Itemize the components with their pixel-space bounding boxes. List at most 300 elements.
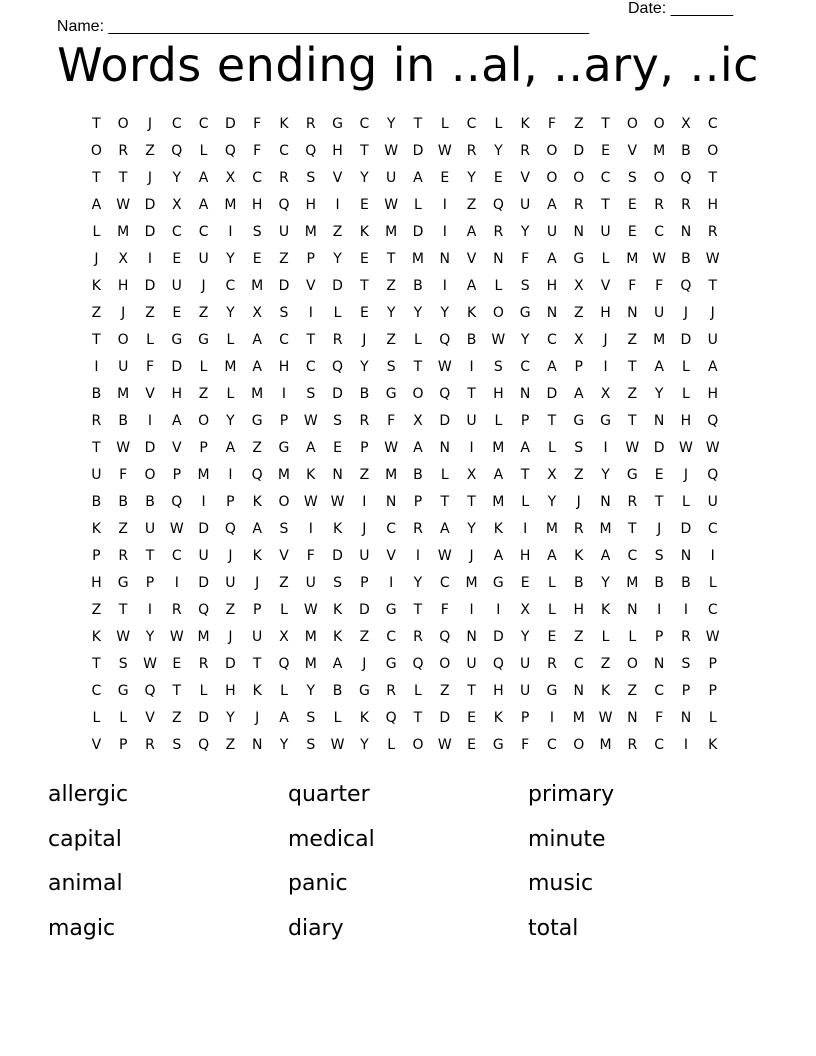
grid-letter: P <box>360 575 369 591</box>
grid-letter: U <box>707 494 718 510</box>
grid-letter: Q <box>439 332 451 348</box>
grid-letter: N <box>439 251 450 267</box>
grid-letter: F <box>521 737 530 753</box>
grid-letter: R <box>654 197 664 213</box>
grid-letter: L <box>440 116 449 132</box>
grid-letter: L <box>119 710 128 726</box>
grid-letter: I <box>710 548 715 564</box>
grid-letter: I <box>147 602 153 618</box>
grid-letter: K <box>91 521 101 537</box>
grid-letter: H <box>332 143 343 159</box>
grid-letter: D <box>332 548 343 564</box>
grid-letter: O <box>412 386 424 402</box>
grid-letter: K <box>91 278 101 294</box>
grid-letter: I <box>308 521 313 537</box>
grid-letter: L <box>521 494 530 510</box>
grid-letter: U <box>91 467 102 483</box>
grid-letter: C <box>547 332 557 348</box>
grid-letter: D <box>653 440 665 456</box>
word-list-item: primary <box>528 782 615 807</box>
grid-letter: J <box>147 170 153 186</box>
grid-letter: E <box>627 197 637 213</box>
grid-letter: Y <box>467 170 476 186</box>
grid-letter: D <box>412 143 424 159</box>
grid-letter: Q <box>198 737 210 753</box>
grid-letter: C <box>279 332 289 348</box>
grid-letter: P <box>118 737 128 753</box>
grid-letter: X <box>225 170 236 186</box>
grid-letter: S <box>306 737 316 753</box>
grid-letter: O <box>90 143 102 159</box>
grid-letter: F <box>253 116 262 132</box>
grid-letter: L <box>333 710 342 726</box>
grid-letter: L <box>440 467 449 483</box>
grid-letter: R <box>359 413 370 429</box>
grid-letter: S <box>333 575 343 591</box>
grid-letter: L <box>387 737 396 753</box>
grid-letter: F <box>440 602 449 618</box>
grid-letter: T <box>413 359 423 375</box>
grid-letter: B <box>359 386 370 402</box>
grid-letter: Q <box>224 143 236 159</box>
name-date-header <box>48 0 748 35</box>
grid-letter: S <box>306 386 316 402</box>
grid-letter: J <box>201 278 206 294</box>
grid-letter: L <box>548 440 556 456</box>
grid-letter: N <box>519 386 531 402</box>
word-list-item: total <box>528 915 579 941</box>
grid-letter: Q <box>492 656 504 672</box>
grid-letter: L <box>226 386 235 402</box>
grid-letter: G <box>385 602 397 618</box>
grid-letter: I <box>469 440 474 456</box>
grid-letter: Q <box>492 197 504 213</box>
grid-letter: W <box>303 494 318 510</box>
grid-letter: W <box>437 143 452 159</box>
grid-letter: M <box>545 521 558 537</box>
grid-letter: S <box>306 170 316 186</box>
grid-letter: R <box>171 602 182 618</box>
grid-letter: R <box>413 521 423 537</box>
grid-letter: A <box>172 413 182 429</box>
grid-letter: I <box>147 413 153 429</box>
grid-letter: A <box>547 548 557 564</box>
grid-letter: T <box>252 656 262 672</box>
grid-letter: D <box>546 386 558 402</box>
grid-letter: D <box>332 278 343 294</box>
grid-letter: U <box>520 683 531 699</box>
grid-letter: T <box>92 440 101 456</box>
grid-letter: H <box>251 197 263 213</box>
grid-letter: N <box>573 224 584 240</box>
grid-letter: E <box>627 224 637 240</box>
grid-letter: C <box>359 116 370 132</box>
grid-letter: Q <box>278 197 290 213</box>
grid-letter: L <box>226 332 235 348</box>
grid-letter: J <box>228 548 233 564</box>
grid-letter: Z <box>145 305 155 321</box>
grid-letter: W <box>437 548 452 564</box>
grid-letter: M <box>492 440 505 456</box>
grid-letter: O <box>626 116 638 132</box>
grid-letter: N <box>627 710 638 726</box>
grid-letter: T <box>172 683 182 699</box>
grid-letter: L <box>146 332 154 348</box>
grid-letter: K <box>359 710 369 726</box>
grid-letter: U <box>546 224 558 240</box>
grid-letter: B <box>681 143 691 159</box>
grid-letter: T <box>413 602 423 618</box>
grid-letter: W <box>491 332 506 348</box>
grid-letter: T <box>118 170 128 186</box>
grid-letter: L <box>414 332 422 348</box>
grid-letter: Z <box>225 602 236 618</box>
grid-letter: T <box>628 521 637 537</box>
grid-letter: Y <box>413 575 423 591</box>
grid-letter: I <box>308 305 313 321</box>
grid-letter: W <box>303 413 318 429</box>
grid-letter: L <box>708 710 717 726</box>
grid-letter: Q <box>439 386 451 402</box>
grid-letter: O <box>653 116 665 132</box>
grid-letter: O <box>412 737 424 753</box>
grid-letter: C <box>225 278 236 294</box>
grid-letter: T <box>440 494 450 510</box>
grid-letter: C <box>573 656 584 672</box>
word-list-item: panic <box>288 871 348 896</box>
grid-letter: I <box>523 521 528 537</box>
grid-letter: T <box>601 116 610 132</box>
grid-letter: Y <box>413 305 423 321</box>
grid-letter: W <box>330 494 345 510</box>
grid-letter: F <box>628 278 637 294</box>
grid-letter: G <box>626 467 638 483</box>
grid-letter: B <box>466 332 477 348</box>
grid-letter: L <box>494 116 503 132</box>
grid-letter: Q <box>198 602 210 618</box>
grid-letter: D <box>358 602 370 618</box>
grid-letter: M <box>653 332 666 348</box>
grid-letter: B <box>573 575 584 591</box>
grid-letter: U <box>278 224 290 240</box>
grid-letter: K <box>252 548 262 564</box>
grid-letter: C <box>171 116 182 132</box>
grid-letter: C <box>252 170 263 186</box>
grid-letter: G <box>546 683 558 699</box>
grid-letter: L <box>414 197 422 213</box>
grid-letter: L <box>682 494 690 510</box>
grid-letter: T <box>520 467 530 483</box>
grid-letter: J <box>362 332 367 348</box>
grid-letter: G <box>117 575 129 591</box>
grid-letter: A <box>600 548 611 564</box>
grid-letter: M <box>197 467 210 483</box>
grid-letter: Z <box>439 683 450 699</box>
grid-letter: O <box>439 656 451 672</box>
grid-letter: S <box>681 656 691 672</box>
grid-letter: W <box>437 737 452 753</box>
word-list-item: minute <box>528 826 606 852</box>
grid-letter: W <box>437 359 452 375</box>
grid-letter: C <box>654 737 665 753</box>
grid-letter: E <box>467 737 476 753</box>
grid-letter: Z <box>359 629 370 645</box>
grid-letter: A <box>252 521 262 537</box>
grid-letter: M <box>411 251 424 267</box>
grid-letter: C <box>198 116 209 132</box>
word-list <box>48 780 768 958</box>
grid-letter: X <box>547 467 557 483</box>
grid-letter: P <box>413 494 423 510</box>
grid-letter: L <box>628 629 637 645</box>
grid-letter: Z <box>359 467 370 483</box>
grid-letter: Z <box>332 224 343 240</box>
grid-letter: K <box>332 629 343 645</box>
grid-letter: M <box>251 386 264 402</box>
grid-letter: Z <box>627 683 638 699</box>
grid-letter: A <box>493 467 504 483</box>
grid-letter: A <box>279 710 289 726</box>
grid-letter: N <box>680 224 692 240</box>
grid-letter: N <box>573 683 584 699</box>
grid-letter: Z <box>600 656 611 672</box>
grid-letter: L <box>280 683 288 699</box>
grid-letter: W <box>384 440 399 456</box>
grid-letter: Q <box>171 143 183 159</box>
grid-letter: I <box>335 197 340 213</box>
grid-letter: I <box>389 575 394 591</box>
grid-letter: O <box>278 494 290 510</box>
grid-letter: N <box>493 251 504 267</box>
grid-letter: L <box>682 359 690 375</box>
grid-letter: M <box>224 197 237 213</box>
grid-letter: S <box>654 548 664 564</box>
grid-letter: H <box>305 197 317 213</box>
grid-letter: M <box>277 467 291 483</box>
grid-letter: H <box>546 278 558 294</box>
grid-letter: B <box>681 575 691 591</box>
grid-letter: M <box>572 710 585 726</box>
grid-letter: A <box>332 656 343 672</box>
grid-letter: Q <box>680 278 692 294</box>
grid-letter: N <box>680 710 692 726</box>
grid-letter: P <box>252 602 262 618</box>
grid-letter: C <box>386 629 397 645</box>
grid-letter: I <box>549 710 555 726</box>
grid-letter: D <box>573 143 585 159</box>
grid-letter: F <box>547 116 556 132</box>
grid-letter: J <box>657 521 662 537</box>
grid-letter: A <box>707 359 718 375</box>
grid-letter: B <box>91 494 102 510</box>
grid-letter: E <box>601 143 610 159</box>
grid-letter: G <box>117 683 129 699</box>
grid-letter: Y <box>226 251 235 267</box>
grid-letter: I <box>442 197 447 213</box>
grid-letter: Z <box>171 710 182 726</box>
grid-letter: C <box>600 170 611 186</box>
grid-letter: P <box>360 440 369 456</box>
grid-letter: S <box>386 359 396 375</box>
grid-letter: H <box>171 386 183 402</box>
grid-letter: I <box>174 575 179 591</box>
grid-letter: M <box>224 359 237 375</box>
grid-letter: G <box>492 575 504 591</box>
grid-letter: Z <box>573 305 584 321</box>
grid-letter: U <box>118 359 129 375</box>
grid-letter: I <box>683 602 688 618</box>
grid-letter: G <box>573 413 585 429</box>
grid-letter: T <box>413 116 423 132</box>
grid-letter: T <box>467 386 476 402</box>
grid-letter: Q <box>224 521 236 537</box>
grid-letter: Y <box>601 575 610 591</box>
grid-letter: K <box>91 629 101 645</box>
grid-letter: K <box>332 602 343 618</box>
grid-letter: J <box>710 305 715 321</box>
grid-letter: S <box>520 278 530 294</box>
grid-letter: V <box>600 278 611 294</box>
grid-letter: J <box>228 629 233 645</box>
grid-letter: C <box>707 521 718 537</box>
grid-letter: V <box>172 440 182 456</box>
grid-letter: D <box>278 278 290 294</box>
grid-letter: Y <box>440 305 450 321</box>
grid-letter: K <box>359 224 369 240</box>
grid-letter: P <box>279 413 289 429</box>
grid-letter: J <box>362 656 367 672</box>
grid-letter: K <box>279 116 289 132</box>
grid-letter: Y <box>279 737 289 753</box>
grid-letter: F <box>145 359 155 375</box>
grid-letter: A <box>305 440 316 456</box>
grid-letter: B <box>118 413 128 429</box>
grid-letter: N <box>600 494 611 510</box>
grid-letter: J <box>94 251 99 267</box>
grid-letter: U <box>707 332 718 348</box>
grid-letter: X <box>681 116 691 132</box>
grid-letter: C <box>520 359 531 375</box>
grid-letter: E <box>520 575 530 591</box>
grid-letter: C <box>171 224 182 240</box>
grid-letter: B <box>413 467 423 483</box>
grid-letter: D <box>144 197 156 213</box>
grid-letter: O <box>144 467 156 483</box>
grid-letter: T <box>413 710 423 726</box>
grid-letter: W <box>652 251 667 267</box>
grid-letter: S <box>627 170 637 186</box>
grid-letter: A <box>413 440 423 456</box>
grid-letter: X <box>118 251 128 267</box>
grid-letter: A <box>547 359 557 375</box>
grid-letter: R <box>466 143 477 159</box>
grid-letter: K <box>493 521 503 537</box>
grid-letter: L <box>494 413 503 429</box>
grid-letter: Z <box>252 440 262 456</box>
grid-letter: C <box>547 737 557 753</box>
grid-letter: H <box>278 359 290 375</box>
grid-letter: W <box>705 251 720 267</box>
grid-letter: B <box>654 575 664 591</box>
grid-letter: P <box>306 251 315 267</box>
grid-letter: Q <box>412 656 424 672</box>
grid-letter: A <box>198 197 209 213</box>
grid-letter: K <box>600 683 611 699</box>
grid-letter: W <box>303 602 318 618</box>
grid-letter: L <box>708 575 717 591</box>
grid-letter: R <box>627 737 638 753</box>
word-list-item: music <box>528 871 594 896</box>
grid-letter: T <box>601 197 610 213</box>
grid-letter: H <box>707 386 718 402</box>
grid-letter: P <box>654 629 664 645</box>
grid-letter: R <box>627 494 638 510</box>
grid-letter: I <box>603 359 608 375</box>
grid-letter: Z <box>627 386 638 402</box>
grid-letter: E <box>359 305 369 321</box>
grid-letter: I <box>415 548 421 564</box>
grid-letter: O <box>198 413 210 429</box>
grid-letter: V <box>145 710 155 726</box>
grid-letter: L <box>199 683 208 699</box>
grid-letter: P <box>708 656 717 672</box>
grid-letter: I <box>94 359 99 375</box>
grid-letter: V <box>386 548 396 564</box>
grid-letter: Y <box>333 251 342 267</box>
grid-letter: K <box>520 116 530 132</box>
grid-letter: K <box>493 710 503 726</box>
grid-letter: X <box>573 278 584 294</box>
grid-letter: A <box>439 521 450 537</box>
grid-letter: M <box>197 629 210 645</box>
grid-letter: Y <box>520 629 530 645</box>
grid-letter: W <box>598 710 613 726</box>
grid-letter: N <box>385 494 397 510</box>
grid-letter: M <box>599 737 612 753</box>
grid-letter: P <box>92 548 101 564</box>
grid-letter: U <box>359 548 370 564</box>
grid-letter: W <box>169 521 184 537</box>
grid-letter: T <box>145 548 155 564</box>
grid-letter: Q <box>385 710 397 726</box>
grid-letter: T <box>360 143 369 159</box>
grid-letter: T <box>547 413 557 429</box>
grid-letter: I <box>147 251 153 267</box>
grid-letter: D <box>439 710 451 726</box>
grid-letter: O <box>573 737 585 753</box>
grid-letter: M <box>385 467 398 483</box>
grid-letter: D <box>680 521 692 537</box>
grid-letter: Y <box>226 710 235 726</box>
grid-letter: Z <box>279 251 289 267</box>
grid-letter: R <box>332 332 343 348</box>
grid-letter: I <box>228 467 233 483</box>
grid-letter: W <box>116 440 131 456</box>
grid-letter: E <box>252 251 262 267</box>
grid-letter: B <box>91 386 102 402</box>
grid-letter: P <box>520 710 530 726</box>
grid-letter: Q <box>707 413 719 429</box>
grid-letter: F <box>655 710 664 726</box>
grid-letter: R <box>198 656 209 672</box>
grid-letter: F <box>655 278 664 294</box>
grid-letter: E <box>359 197 369 213</box>
grid-letter: P <box>681 683 691 699</box>
grid-letter: M <box>117 224 130 240</box>
grid-letter: P <box>520 413 530 429</box>
grid-letter: P <box>708 683 717 699</box>
grid-letter: C <box>279 143 289 159</box>
